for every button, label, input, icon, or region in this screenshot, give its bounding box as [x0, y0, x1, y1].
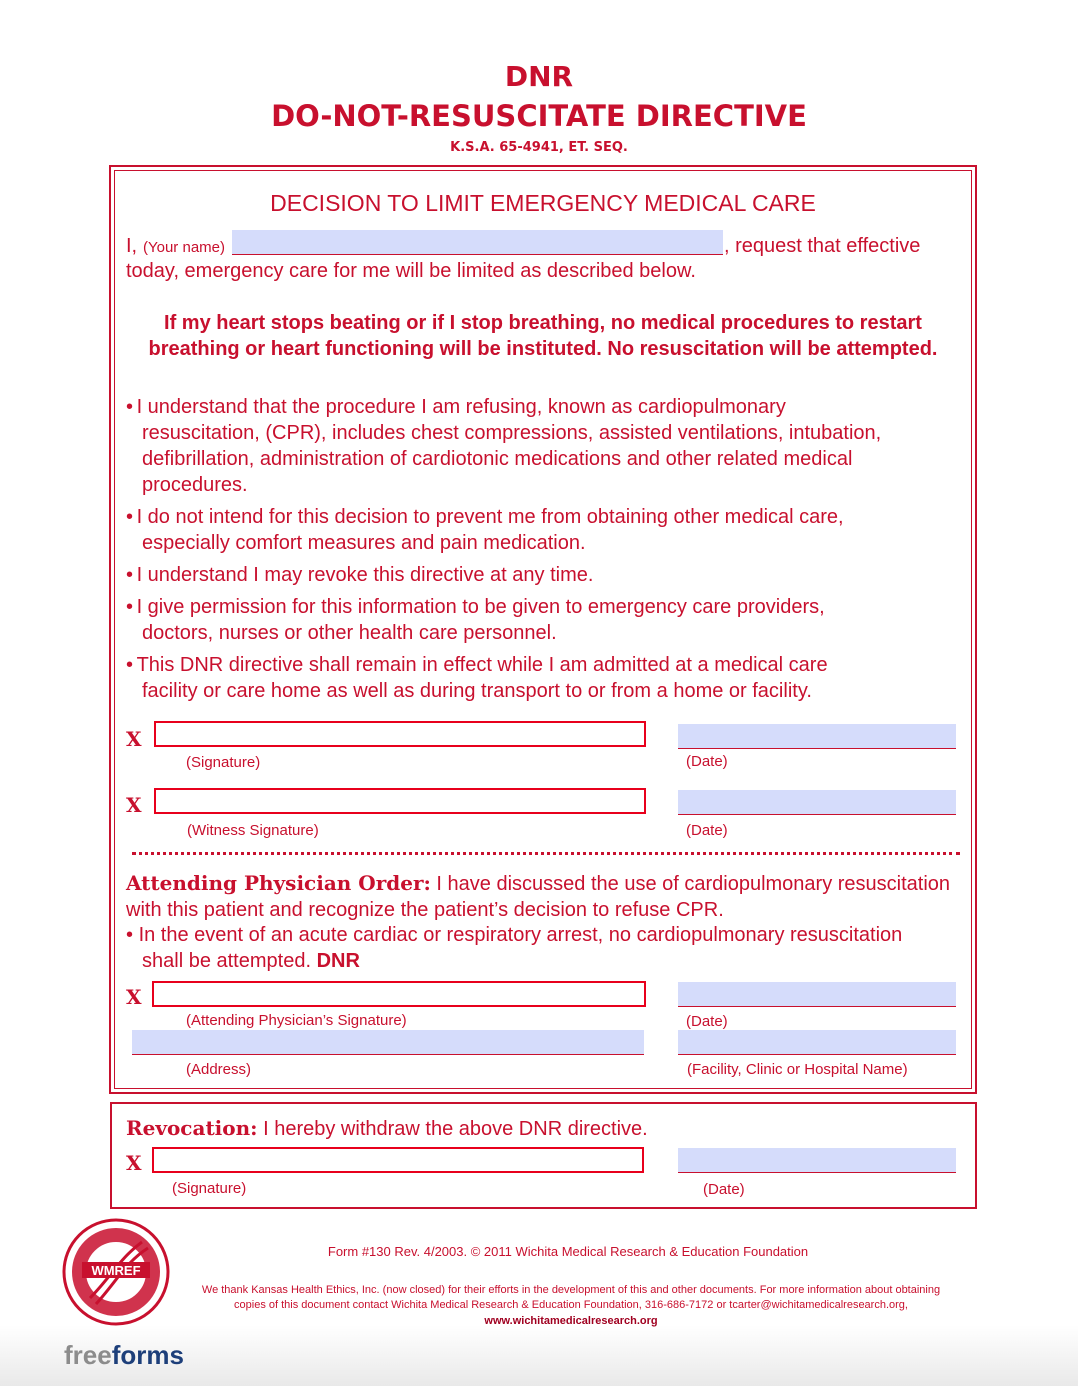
x-mark: X	[126, 1151, 142, 1175]
intro-line-2: today, emergency care for me will be limited as described below.	[126, 260, 696, 282]
physician-bullet-line-1: • In the event of an acute cardiac or respiratory arrest, no cardiopulmonary resuscitation	[126, 924, 903, 946]
physician-order-heading: Attending Physician Order:	[126, 871, 431, 895]
physician-signature-label: (Attending Physician’s Signature)	[186, 1012, 407, 1029]
bullet-icon: •	[126, 596, 139, 618]
witness-date-label: (Date)	[686, 822, 728, 839]
signature-label: (Signature)	[186, 754, 261, 771]
revocation-text: Revocation: I hereby withdraw the above DNR directive.	[126, 1116, 648, 1140]
statute-reference: K.S.A. 65-4941, ET. SEQ.	[450, 140, 628, 155]
date-field[interactable]	[678, 724, 956, 749]
physician-order-line-2: with this patient and recognize the patient’s decision to refuse CPR.	[126, 899, 724, 921]
bullet-icon: •	[126, 654, 139, 676]
witness-signature-label: (Witness Signature)	[187, 822, 319, 839]
revocation-signature-label: (Signature)	[172, 1180, 247, 1197]
statement-line-1: If my heart stops beating or if I stop breathing, no medical procedures to restart	[164, 312, 922, 334]
bullet-item-line: • This DNR directive shall remain in effect while I am admitted at a medical care	[126, 654, 828, 676]
x-mark: X	[126, 727, 142, 751]
physician-order-line-1: Attending Physician Order: I have discussed the use of cardiopulmonary resuscitation	[126, 871, 951, 895]
bullet-item-line: resuscitation, (CPR), includes chest compressions, assisted ventilations, intubation,	[142, 422, 882, 444]
physician-bullet-line-2: shall be attempted. DNR	[142, 950, 360, 972]
address-label: (Address)	[186, 1061, 252, 1078]
bullet-icon: •	[126, 564, 139, 586]
section-heading: DECISION TO LIMIT EMERGENCY MEDICAL CARE	[270, 190, 816, 216]
physician-date-field[interactable]	[678, 982, 956, 1007]
facility-field[interactable]	[678, 1030, 956, 1055]
address-field[interactable]	[132, 1030, 644, 1055]
witness-signature-field[interactable]	[154, 788, 646, 814]
bullet-item-line: procedures.	[142, 474, 248, 496]
document-title: DNR	[504, 60, 574, 93]
physician-date-label: (Date)	[686, 1013, 728, 1030]
bullet-item-line: facility or care home as well as during transport to or from a home or facility.	[142, 680, 812, 702]
bullet-icon: •	[126, 396, 139, 418]
physician-signature-field[interactable]	[152, 981, 646, 1007]
revocation-date-field[interactable]	[678, 1148, 956, 1173]
statement-line-2: breathing or heart functioning will be instituted. No resuscitation will be attempted.	[148, 338, 938, 360]
thanks-line-2: copies of this document contact Wichita Medical Research & Education Foundation, 316-686-7172 or tcarter@wichitamedicalresearch.org,	[234, 1299, 908, 1311]
thanks-line-1: We thank Kansas Health Ethics, Inc. (now closed) for their efforts in the development of this and other documents. For more information about obtaining	[201, 1284, 941, 1296]
bullet-item-line: • I understand I may revoke this directive at any time.	[126, 564, 594, 586]
bullet-item-line: • I give permission for this information to be given to emergency care providers,	[126, 596, 825, 618]
bullet-item-line: doctors, nurses or other health care personnel.	[142, 622, 557, 644]
form-number: Form #130 Rev. 4/2003. © 2011 Wichita Medical Research & Education Foundation	[327, 1244, 809, 1259]
document-subtitle: DO-NOT-RESUSCITATE DIRECTIVE	[271, 99, 807, 133]
bullet-item-line: • I understand that the procedure I am refusing, known as cardiopulmonary	[126, 396, 786, 418]
facility-label: (Facility, Clinic or Hospital Name)	[687, 1061, 908, 1078]
logo-text: WMREF	[91, 1263, 141, 1278]
your-name-label: (Your name)	[143, 239, 225, 256]
bullet-item-line: defibrillation, administration of cardiotonic medications and other related medical	[142, 448, 853, 470]
x-mark: X	[126, 985, 142, 1009]
revocation-date-label: (Date)	[703, 1181, 745, 1198]
date-label: (Date)	[686, 753, 728, 770]
witness-date-field[interactable]	[678, 790, 956, 815]
website-link[interactable]: www.wichitamedicalresearch.org	[484, 1315, 658, 1327]
revocation-heading: Revocation:	[126, 1116, 258, 1140]
freeforms-brand[interactable]: freeforms	[64, 1340, 184, 1370]
intro-suffix: , request that effective	[724, 235, 921, 257]
bullet-icon: •	[126, 506, 139, 528]
revocation-signature-field[interactable]	[152, 1147, 644, 1173]
intro-prefix: I,	[126, 235, 138, 257]
signature-field[interactable]	[154, 721, 646, 747]
x-mark: X	[126, 793, 142, 817]
bullet-item-line: • I do not intend for this decision to prevent me from obtaining other medical care,	[126, 506, 844, 528]
dotted-divider	[132, 852, 960, 855]
your-name-field[interactable]	[232, 230, 723, 255]
bullet-item-line: especially comfort measures and pain medication.	[142, 532, 586, 554]
